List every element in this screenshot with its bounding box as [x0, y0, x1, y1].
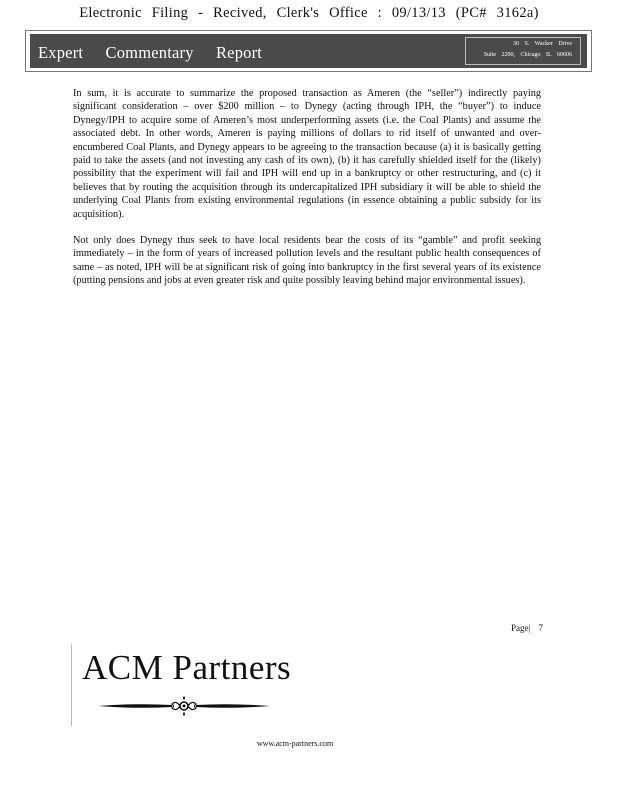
filing-stamp-header: Electronic Filing - Recived, Clerk's Office : 09/13/13 (PC# 3162a): [79, 5, 539, 21]
report-banner: [25, 30, 592, 72]
address-box: [465, 37, 581, 65]
banner-title: Expert Commentary Report: [38, 43, 263, 62]
body-paragraph-2: Not only does Dynegy thus seek to have local residents bear the costs of its “gamble” and profit seeking immediately – in the form of years of increased pollution levels and the resultant public health consequences of same – as noted, IPH will be at significant risk of going into bankruptcy in the first several years of its existence (putting pensions and jobs at even greater risk and quite possibly leaving behind major environmental issues).: [73, 235, 541, 287]
footer-divider-line: [71, 644, 72, 726]
company-website: www.acm-partners.com: [256, 739, 334, 748]
page-number: Page| 7: [511, 623, 544, 633]
address-line-2: Suite 2200, Chicago IL 60606: [483, 52, 572, 58]
banner-bar: [30, 34, 587, 68]
ornament-flourish-icon: [96, 696, 272, 716]
body-paragraph-1: In sum, it is accurate to summarize the proposed transaction as Ameren (the “seller”) indirectly paying significant consideration – over $200 million – to Dynegy (acting through IPH, the “buyer”) to induce Dynegy/IPH to acquire some of Ameren’s most underperforming assets (i.e. the Coal Plants) and assume the associated debt. In other words, Ameren is paying millions of dollars to rid itself of unwanted and over-encumbered Coal Plants, and Dynegy appears to be agreeing to the transaction because (a) it is basically getting paid to take the assets (and not investing any cash of its own), (b) it has carefully shielded itself for the (likely) possibility that the experiment will fail and IPH will end up in a bankruptcy or other restructuring, and (c) it believes that by routing the acquisition through its undercapitalized IPH subsidiary it will be able to shield the underlying Coal Plants from existing environmental regulations (in essence obtaining a public subsidy for its acquisition).: [73, 88, 541, 220]
company-logo-text: ACM Partners: [82, 648, 292, 687]
report-body: [73, 87, 541, 301]
address-line-1: 30 S. Wacker Drive: [512, 41, 572, 47]
